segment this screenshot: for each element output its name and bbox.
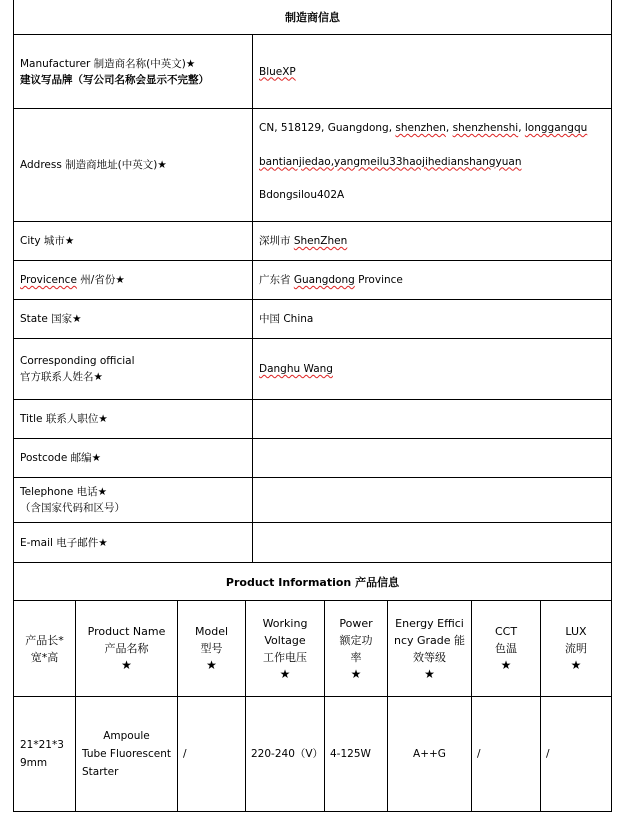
address-line-2: bantianjiedao,yangmeilu33haojihedianshangyuan — [259, 155, 522, 168]
cell-cct[interactable]: / — [477, 748, 481, 760]
header-power: Power 额定功 率 ★ — [325, 601, 387, 697]
col-power — [325, 601, 388, 811]
postcode-label: Postcode 邮编★ — [20, 452, 102, 464]
header-voltage: Working Voltage 工作电压 ★ — [246, 601, 324, 697]
address-line-3: Bdongsilou402A — [259, 189, 345, 202]
contact-label-cn: 官方联系人姓名★ — [20, 371, 103, 383]
header-product-name: Product Name 产品名称 ★ — [76, 601, 177, 697]
manufacturer-form — [13, 0, 612, 812]
cell-lux[interactable]: / — [546, 748, 550, 760]
address-line-1: CN, 518129, Guangdong, shenzhen, shenzhenshi, longgangqu — [259, 122, 588, 134]
product-name-line-3: Starter — [82, 766, 119, 778]
title-value-cell[interactable] — [253, 400, 611, 438]
header-size: 产品长* 宽*高 — [14, 601, 75, 697]
product-name-line-1: Ampoule — [103, 730, 150, 742]
telephone-label: Telephone 电话★ — [20, 486, 108, 498]
col-energy-grade — [388, 601, 472, 811]
size-line-2: 9mm — [20, 757, 48, 769]
col-lux — [541, 601, 611, 811]
header-model: Model 型号 ★ — [178, 601, 245, 697]
manufacturer-label: Manufacturer 制造商名称(中英文)★ — [20, 57, 196, 70]
cell-power[interactable]: 4-125W — [330, 748, 371, 760]
row-manufacturer — [13, 35, 612, 109]
cell-product-name[interactable] — [76, 697, 177, 811]
product-table — [13, 601, 612, 812]
state-value-cell[interactable] — [253, 300, 611, 338]
col-cct — [472, 601, 541, 811]
telephone-note: （含国家代码和区号） — [20, 502, 125, 514]
row-contact — [13, 339, 612, 400]
contact-label-en: Corresponding official — [20, 355, 135, 367]
email-value-cell[interactable] — [253, 523, 611, 562]
cell-energy-grade[interactable]: A++G — [413, 748, 446, 760]
manufacturer-value-cell[interactable] — [253, 35, 611, 108]
manufacturer-value: BlueXP — [259, 65, 296, 78]
email-label: E-mail 电子邮件★ — [20, 536, 108, 549]
section-title-manufacturer: 制造商信息 — [13, 0, 612, 35]
header-lux: LUX 流明 ★ — [541, 601, 611, 697]
cell-voltage[interactable]: 220-240（V） — [251, 748, 324, 760]
col-model — [178, 601, 246, 811]
manufacturer-note: 建议写品牌（写公司名称会显示不完整） — [20, 73, 209, 86]
telephone-value-cell[interactable] — [253, 478, 611, 522]
cell-model[interactable]: / — [183, 748, 187, 760]
product-name-line-2: Tube Fluorescent — [82, 748, 171, 760]
row-postcode — [13, 439, 612, 478]
province-value-cell[interactable] — [253, 261, 611, 299]
contact-value-cell[interactable] — [253, 339, 611, 399]
row-email — [13, 523, 612, 563]
city-value-cell[interactable] — [253, 222, 611, 260]
cell-size[interactable] — [14, 697, 75, 811]
address-label: Address 制造商地址(中英文)★ — [20, 159, 167, 171]
row-province — [13, 261, 612, 300]
col-voltage — [246, 601, 325, 811]
col-size — [14, 601, 76, 811]
header-energy-grade: Energy Effici ncy Grade 能 效等级 ★ — [388, 601, 471, 697]
section-title-product: Product Information 产品信息 — [13, 563, 612, 601]
province-value: 广东省 Guangdong Province — [259, 274, 403, 286]
row-title — [13, 400, 612, 439]
row-address — [13, 109, 612, 222]
row-city — [13, 222, 612, 261]
col-product-name — [76, 601, 178, 811]
state-value: 中国 China — [259, 313, 314, 325]
contact-value: Danghu Wang — [259, 363, 333, 375]
title-label: Title 联系人职位★ — [20, 413, 108, 425]
city-label: City 城市★ — [20, 235, 75, 247]
city-value: 深圳市 ShenZhen — [259, 235, 348, 247]
header-cct: CCT 色温 ★ — [472, 601, 540, 697]
address-value-cell[interactable] — [253, 109, 611, 221]
province-label: Provicence 州/省份★ — [20, 274, 125, 286]
row-telephone — [13, 478, 612, 523]
size-line-1: 21*21*3 — [20, 739, 64, 751]
row-state — [13, 300, 612, 339]
state-label: State 国家★ — [20, 313, 82, 325]
postcode-value-cell[interactable] — [253, 439, 611, 477]
